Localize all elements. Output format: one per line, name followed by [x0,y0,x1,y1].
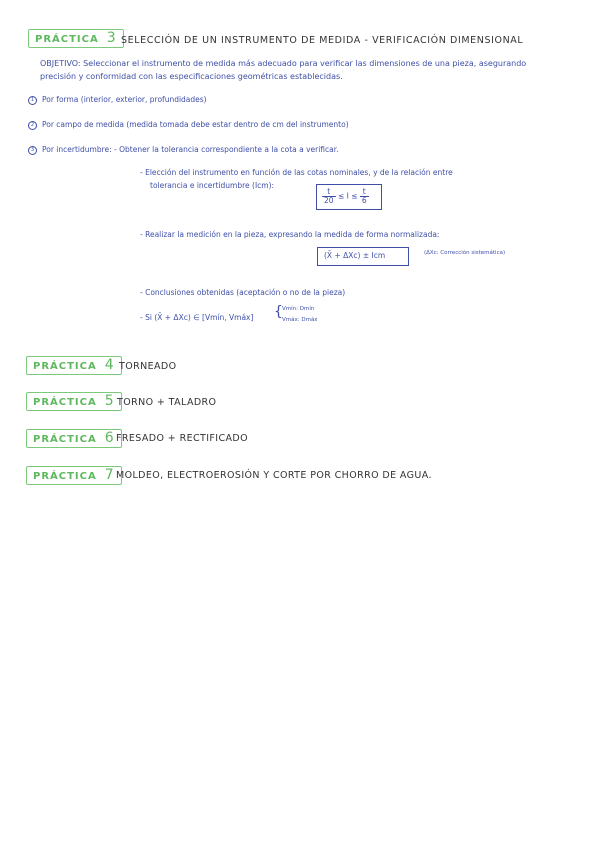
sub-step-1-line-2: tolerancia e incertidumbre (Icm): [150,181,275,190]
sub-step-3: - Conclusiones obtenidas (aceptación o no de la pieza) [140,288,346,297]
item-text: Por forma (interior, exterior, profundidades) [42,95,207,104]
practica-tag-label: PRÁCTICA [33,471,97,482]
practica-tag-label: PRÁCTICA [33,434,97,445]
practica-6-title: FRESADO + RECTIFICADO [116,433,248,444]
item-text: Por incertidumbre: - Obtener la tolerancia correspondiente a la cota a verificar. [42,145,339,154]
practica-3-tag [28,29,124,48]
practica-7-tag [26,466,122,485]
brace-symbol: { [274,304,283,320]
tolerance-formula [322,188,369,205]
normalized-measure-box [317,247,409,266]
fraction-t-20 [322,188,336,205]
practica-tag-label: PRÁCTICA [33,361,97,372]
practica-3-title: SELECCIÓN DE UN INSTRUMENTO DE MEDIDA - VERIFICACIÓN DIMENSIONAL [121,35,524,46]
practica-number: 3 [106,30,117,46]
item-number: 3 [28,146,37,155]
normalized-measure-formula: (X̄ + ΔXc) ± Icm [324,251,386,260]
practica-4-tag [26,356,122,375]
item-number: 2 [28,121,37,130]
practica-number: 5 [104,393,115,409]
practica-5-tag [26,392,122,411]
practica-7-title: MOLDEO, ELECTROEROSIÓN Y CORTE POR CHORRO DE AGUA. [116,470,432,481]
fraction-denominator: 20 [324,196,334,205]
practica-4-title: TORNEADO [119,361,177,372]
practica-5-title: TORNO + TALADRO [117,397,217,408]
criterion-item-1 [28,95,207,105]
fraction-numerator: t [322,188,336,197]
fraction-denominator: 6 [361,196,367,205]
practica-number: 7 [104,467,115,483]
sub-step-2: - Realizar la medición en la pieza, expresando la medida de forma normalizada: [140,230,440,239]
vmax-definition: Vmáx: Dmáx [282,317,318,323]
fraction-relation: ≤ I ≤ [337,191,358,201]
item-text: Por campo de medida (medida tomada debe estar dentro de cm del instrumento) [42,120,349,129]
practica-tag-label: PRÁCTICA [35,34,99,45]
criterion-item-3 [28,145,339,155]
sub-step-1-line-1: - Elección del instrumento en función de las cotas nominales, y de la relación entre [140,168,453,177]
fraction-t-6 [360,188,369,205]
practica-number: 4 [104,357,115,373]
tolerance-formula-box [316,184,382,210]
fraction-numerator: t [360,188,369,197]
practica-tag-label: PRÁCTICA [33,397,97,408]
sub-step-4: - Si (X̄ + ΔXc) ∈ [Vmín, Vmáx] [140,313,254,322]
systematic-correction-note: (ΔXc: Corrección sistemática) [424,250,506,256]
criterion-item-2 [28,120,349,130]
practica-number: 6 [104,430,115,446]
objective-line-1: OBJETIVO: Seleccionar el instrumento de medida más adecuado para verificar las dimensiones de una pieza, asegurando [40,59,527,68]
practica-6-tag [26,429,122,448]
objective-line-2: precisión y conformidad con las especificaciones geométricas establecidas. [40,72,343,81]
item-number: 1 [28,96,37,105]
vmin-definition: Vmín: Dmín [282,306,315,312]
